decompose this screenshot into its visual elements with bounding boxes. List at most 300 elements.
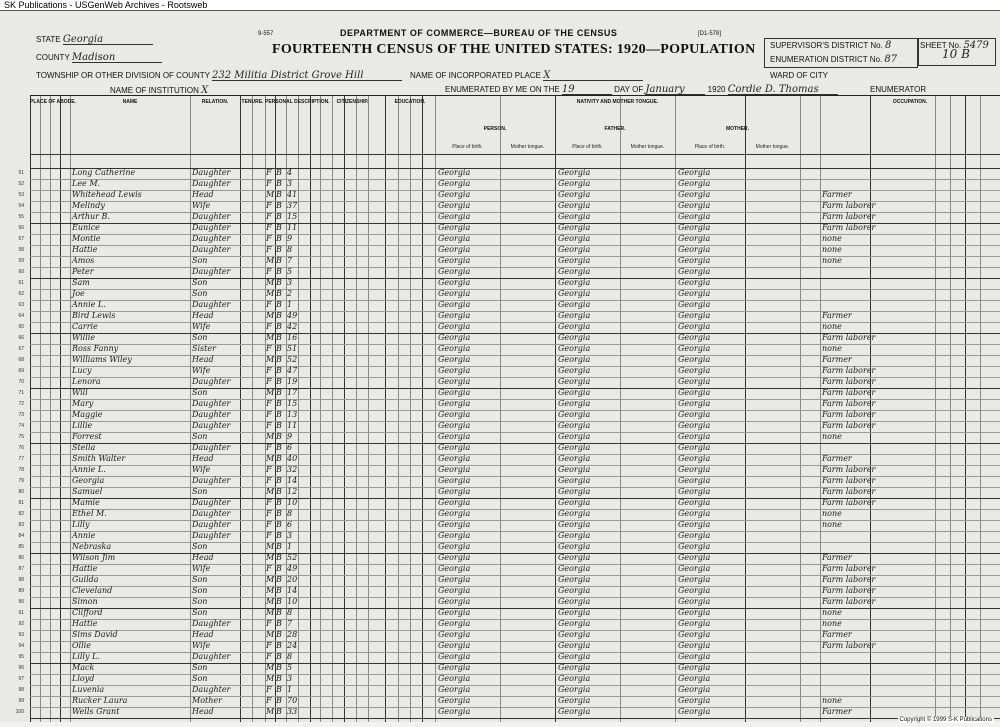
institution-value: X [201,86,381,96]
cell-sex: M [266,190,275,199]
cell-sex: M [266,388,275,397]
line-number: 99 [18,698,24,704]
cell-mbp: Georgia [678,465,711,474]
cell-age: 7 [287,256,293,265]
cell-sex: M [266,289,275,298]
township-label: TOWNSHIP OR OTHER DIVISION OF COUNTY [36,71,210,80]
cell-fbp: Georgia [558,355,591,364]
cell-race: B [276,520,282,529]
nativity-column-heading: Place of birth. [572,144,603,150]
institution-label: NAME OF INSTITUTION [110,86,199,95]
line-number: 83 [18,522,24,528]
cell-age: 10 [287,597,298,606]
cell-age: 47 [287,366,298,375]
cell-race: B [276,553,282,562]
cell-mbp: Georgia [678,212,711,221]
cell-sex: F [266,410,272,419]
cell-age: 3 [287,531,293,540]
cell-race: B [276,531,282,540]
line-number: 89 [18,588,24,594]
cell-sex: M [266,487,275,496]
cell-fbp: Georgia [558,190,591,199]
cell-sex: F [266,366,272,375]
cell-mbp: Georgia [678,476,711,485]
cell-rel: Son [192,432,208,441]
cell-name: Rucker Laura [72,696,128,705]
supervisor-label: SUPERVISOR'S DISTRICT No. [770,41,883,50]
cell-race: B [276,696,282,705]
cell-sex: M [266,542,275,551]
sheet-value: 10 B [942,47,970,61]
cell-rel: Head [192,707,214,716]
township-field [36,71,402,81]
cell-age: 11 [287,421,298,430]
cell-name: Lillie [72,421,93,430]
page-title: FOURTEENTH CENSUS OF THE UNITED STATES: 1920—POPULATION [272,42,756,57]
cell-sex: F [266,465,272,474]
state-field [36,35,153,45]
sheet-stamp: 5479 [963,40,989,51]
cell-fbp: Georgia [558,663,591,672]
incorporated-label: NAME OF INCORPORATED PLACE [410,71,541,80]
cell-rel: Son [192,278,208,287]
cell-race: B [276,586,282,595]
enumeration-district-field [770,55,897,64]
cell-rel: Son [192,542,208,551]
cell-race: B [276,663,282,672]
cell-age: 14 [287,476,298,485]
cell-occ: Farm laborer [822,575,876,584]
cell-age: 11 [287,223,298,232]
cell-rel: Head [192,553,214,562]
county-label: COUNTY [36,53,70,62]
cell-race: B [276,201,282,210]
cell-fbp: Georgia [558,421,591,430]
cell-rel: Daughter [192,476,231,485]
cell-mbp: Georgia [678,366,711,375]
group-heading: TENURE. [241,99,264,105]
cell-age: 49 [287,564,298,573]
cell-mbp: Georgia [678,421,711,430]
cell-fbp: Georgia [558,564,591,573]
cell-occ: none [822,245,842,254]
cell-sex: F [266,179,272,188]
cell-occ: Farm laborer [822,641,876,650]
cell-name: Mack [72,663,95,672]
cell-sex: F [266,212,272,221]
ed-label: ENUMERATION DISTRICT No. [770,55,883,64]
cell-rel: Daughter [192,421,231,430]
line-number: 70 [18,379,24,385]
cell-fbp: Georgia [558,179,591,188]
township-value: 232 Militia District Grove Hill [212,71,402,81]
cell-race: B [276,652,282,661]
line-number: 79 [18,478,24,484]
cell-fbp: Georgia [558,531,591,540]
ed-value: 87 [884,54,898,65]
enumerator-name: Cordie D. Thomas [728,85,838,95]
cell-sex: M [266,707,275,716]
cell-mbp: Georgia [678,685,711,694]
line-number: 93 [18,632,24,638]
cell-rel: Daughter [192,223,231,232]
cell-mbp: Georgia [678,454,711,463]
line-number: 100 [15,709,24,715]
cell-age: 42 [287,322,298,331]
cell-sex: F [266,619,272,628]
cell-rel: Daughter [192,300,231,309]
group-heading: CITIZENSHIP. [336,99,369,105]
cell-occ: Farmer [822,630,852,639]
cell-name: Ethel M. [72,509,107,518]
cell-rel: Head [192,190,214,199]
enumerated-month: January [645,85,705,95]
cell-bp: Georgia [438,322,471,331]
cell-rel: Daughter [192,267,231,276]
cell-mbp: Georgia [678,663,711,672]
cell-name: Annie L. [72,465,106,474]
cell-race: B [276,267,282,276]
cell-name: Lloyd [72,674,95,683]
cell-rel: Son [192,388,208,397]
cell-bp: Georgia [438,465,471,474]
state-value: Georgia [63,35,153,45]
cell-age: 28 [287,630,298,639]
cell-age: 37 [287,201,298,210]
cell-race: B [276,509,282,518]
cell-sex: M [266,432,275,441]
cell-mbp: Georgia [678,432,711,441]
cell-mbp: Georgia [678,630,711,639]
line-number: 97 [18,676,24,682]
cell-sex: F [266,531,272,540]
cell-rel: Daughter [192,245,231,254]
cell-mbp: Georgia [678,201,711,210]
cell-fbp: Georgia [558,476,591,485]
cell-bp: Georgia [438,520,471,529]
cell-occ: Farm laborer [822,498,876,507]
cell-bp: Georgia [438,652,471,661]
cell-age: 3 [287,278,293,287]
cell-name: Whitehead Lewis [72,190,142,199]
county-field [36,53,162,63]
cell-fbp: Georgia [558,322,591,331]
line-number: 55 [18,214,24,220]
cell-sex: F [266,520,272,529]
line-number: 73 [18,412,24,418]
cell-age: 9 [287,432,293,441]
line-number: 65 [18,324,24,330]
cell-fbp: Georgia [558,223,591,232]
cell-sex: F [266,344,272,353]
cell-race: B [276,245,282,254]
cell-mbp: Georgia [678,597,711,606]
cell-rel: Daughter [192,498,231,507]
cell-name: Carrie [72,322,98,331]
cell-bp: Georgia [438,278,471,287]
cell-bp: Georgia [438,509,471,518]
cell-occ: none [822,432,842,441]
cell-name: Hattie [72,245,98,254]
cell-name: Long Catherine [72,168,136,177]
line-number: 58 [18,247,24,253]
cell-sex: F [266,300,272,309]
cell-sex: M [266,454,275,463]
cell-race: B [276,256,282,265]
cell-bp: Georgia [438,619,471,628]
line-number: 61 [18,280,24,286]
group-heading: NATIVITY AND MOTHER TONGUE. [576,99,659,105]
cell-rel: Daughter [192,399,231,408]
cell-bp: Georgia [438,564,471,573]
cell-age: 49 [287,311,298,320]
line-number: 52 [18,181,24,187]
cell-race: B [276,674,282,683]
cell-rel: Daughter [192,509,231,518]
cell-rel: Son [192,333,208,342]
cell-name: Georgia [72,476,105,485]
cell-bp: Georgia [438,707,471,716]
cell-fbp: Georgia [558,641,591,650]
cell-name: Eunice [72,223,100,232]
cell-age: 6 [287,443,293,452]
group-heading: PERSONAL DESCRIPTION. [265,99,330,105]
cell-mbp: Georgia [678,520,711,529]
cell-age: 7 [287,619,293,628]
cell-rel: Daughter [192,179,231,188]
cell-race: B [276,278,282,287]
cell-mbp: Georgia [678,388,711,397]
cell-race: B [276,388,282,397]
cell-fbp: Georgia [558,256,591,265]
cell-occ: Farm laborer [822,410,876,419]
cell-name: Peter [72,267,94,276]
cell-race: B [276,311,282,320]
cell-race: B [276,564,282,573]
cell-bp: Georgia [438,311,471,320]
cell-name: Melindy [72,201,105,210]
cell-rel: Daughter [192,234,231,243]
cell-sex: M [266,355,275,364]
cell-mbp: Georgia [678,223,711,232]
line-number: 64 [18,313,24,319]
left-margin-strip [0,95,31,721]
cell-bp: Georgia [438,608,471,617]
cell-fbp: Georgia [558,597,591,606]
cell-race: B [276,410,282,419]
cell-sex: F [266,322,272,331]
cell-race: B [276,234,282,243]
cell-bp: Georgia [438,300,471,309]
cell-mbp: Georgia [678,707,711,716]
cell-rel: Wife [192,201,211,210]
cell-sex: F [266,564,272,573]
cell-bp: Georgia [438,245,471,254]
cell-occ: Farmer [822,311,852,320]
line-number: 53 [18,192,24,198]
cell-name: Hattie [72,564,98,573]
cell-fbp: Georgia [558,685,591,694]
cell-race: B [276,707,282,716]
cell-occ: Farm laborer [822,399,876,408]
cell-mbp: Georgia [678,377,711,386]
cell-age: 13 [287,410,298,419]
cell-occ: none [822,608,842,617]
line-number: 68 [18,357,24,363]
line-number: 71 [18,390,24,396]
cell-name: Simon [72,597,98,606]
enumerated-label: ENUMERATED BY ME ON THE [445,85,560,94]
line-number: 74 [18,423,24,429]
group-heading: OCCUPATION. [892,99,928,105]
cell-age: 3 [287,179,293,188]
line-number: 72 [18,401,24,407]
cell-rel: Head [192,355,214,364]
cell-name: Lilly [72,520,90,529]
cell-age: 52 [287,355,298,364]
line-number: 85 [18,544,24,550]
cell-age: 5 [287,663,293,672]
cell-name: Williams Wiley [72,355,132,364]
cell-sex: F [266,421,272,430]
nativity-column-heading: Place of birth. [694,144,726,150]
cell-occ: Farm laborer [822,377,876,386]
form-code: [D1-578] [698,31,722,37]
cell-race: B [276,575,282,584]
cell-mbp: Georgia [678,696,711,705]
cell-race: B [276,443,282,452]
cell-sex: F [266,443,272,452]
cell-occ: none [822,344,842,353]
cell-bp: Georgia [438,597,471,606]
cell-fbp: Georgia [558,520,591,529]
cell-occ: Farm laborer [822,223,876,232]
cell-age: 8 [287,245,293,254]
cell-name: Samuel [72,487,103,496]
cell-mbp: Georgia [678,674,711,683]
cell-occ: Farm laborer [822,465,876,474]
cell-name: Ollie [72,641,91,650]
cell-age: 1 [287,685,293,694]
county-value: Madison [72,53,162,63]
cell-name: Wilson Jim [72,553,116,562]
cell-race: B [276,289,282,298]
line-number: 95 [18,654,24,660]
cell-race: B [276,377,282,386]
cell-age: 9 [287,234,293,243]
cell-fbp: Georgia [558,311,591,320]
cell-race: B [276,454,282,463]
cell-mbp: Georgia [678,278,711,287]
cell-fbp: Georgia [558,443,591,452]
enumerator-label: ENUMERATOR [870,85,927,94]
cell-race: B [276,212,282,221]
cell-mbp: Georgia [678,443,711,452]
line-number: 98 [18,687,24,693]
cell-fbp: Georgia [558,509,591,518]
cell-mbp: Georgia [678,586,711,595]
nativity-column-heading: Mother tongue. [755,144,790,150]
cell-name: Cleveland [72,586,113,595]
cell-sex: F [266,201,272,210]
cell-fbp: Georgia [558,168,591,177]
cell-fbp: Georgia [558,212,591,221]
cell-age: 40 [287,454,298,463]
cell-sex: M [266,278,275,287]
cell-race: B [276,300,282,309]
cell-race: B [276,597,282,606]
line-number: 54 [18,203,24,209]
cell-bp: Georgia [438,223,471,232]
cell-sex: F [266,498,272,507]
cell-bp: Georgia [438,289,471,298]
cell-mbp: Georgia [678,355,711,364]
cell-name: Stella [72,443,96,452]
cell-name: Arthur B. [72,212,110,221]
cell-name: Sims David [72,630,118,639]
supervisor-district-field [770,41,891,50]
cell-fbp: Georgia [558,454,591,463]
ward-field [770,71,828,80]
cell-fbp: Georgia [558,267,591,276]
cell-age: 20 [287,575,298,584]
census-table [15,95,1000,722]
cell-name: Nebraska [72,542,112,551]
cell-fbp: Georgia [558,410,591,419]
cell-race: B [276,333,282,342]
cell-sex: M [266,553,275,562]
cell-bp: Georgia [438,586,471,595]
cell-sex: M [266,256,275,265]
cell-age: 15 [287,399,298,408]
cell-name: Smith Walter [72,454,126,463]
nativity-subheading: MOTHER. [725,126,750,132]
cell-occ: Farm laborer [822,333,876,342]
window-title: SK Publications - USGenWeb Archives - Rootsweb [4,0,208,10]
cell-fbp: Georgia [558,344,591,353]
cell-sex: M [266,575,275,584]
cell-name: Mary [72,399,94,408]
cell-mbp: Georgia [678,344,711,353]
cell-sex: F [266,267,272,276]
line-number: 84 [18,533,24,539]
cell-race: B [276,322,282,331]
cell-occ: Farm laborer [822,366,876,375]
line-number: 76 [18,445,24,451]
cell-bp: Georgia [438,421,471,430]
nativity-column-heading: Place of birth. [452,144,483,150]
line-number: 86 [18,555,24,561]
cell-mbp: Georgia [678,190,711,199]
cell-bp: Georgia [438,267,471,276]
cell-occ: Farmer [822,553,852,562]
cell-mbp: Georgia [678,608,711,617]
cell-name: Hattie [72,619,98,628]
cell-name: Mamie [72,498,100,507]
line-number: 87 [18,566,24,572]
cell-mbp: Georgia [678,410,711,419]
cell-bp: Georgia [438,410,471,419]
cell-fbp: Georgia [558,652,591,661]
cell-mbp: Georgia [678,267,711,276]
cell-bp: Georgia [438,685,471,694]
cell-fbp: Georgia [558,487,591,496]
cell-age: 70 [287,696,298,705]
cell-rel: Daughter [192,168,231,177]
cell-bp: Georgia [438,630,471,639]
cell-age: 14 [287,586,298,595]
cell-bp: Georgia [438,443,471,452]
